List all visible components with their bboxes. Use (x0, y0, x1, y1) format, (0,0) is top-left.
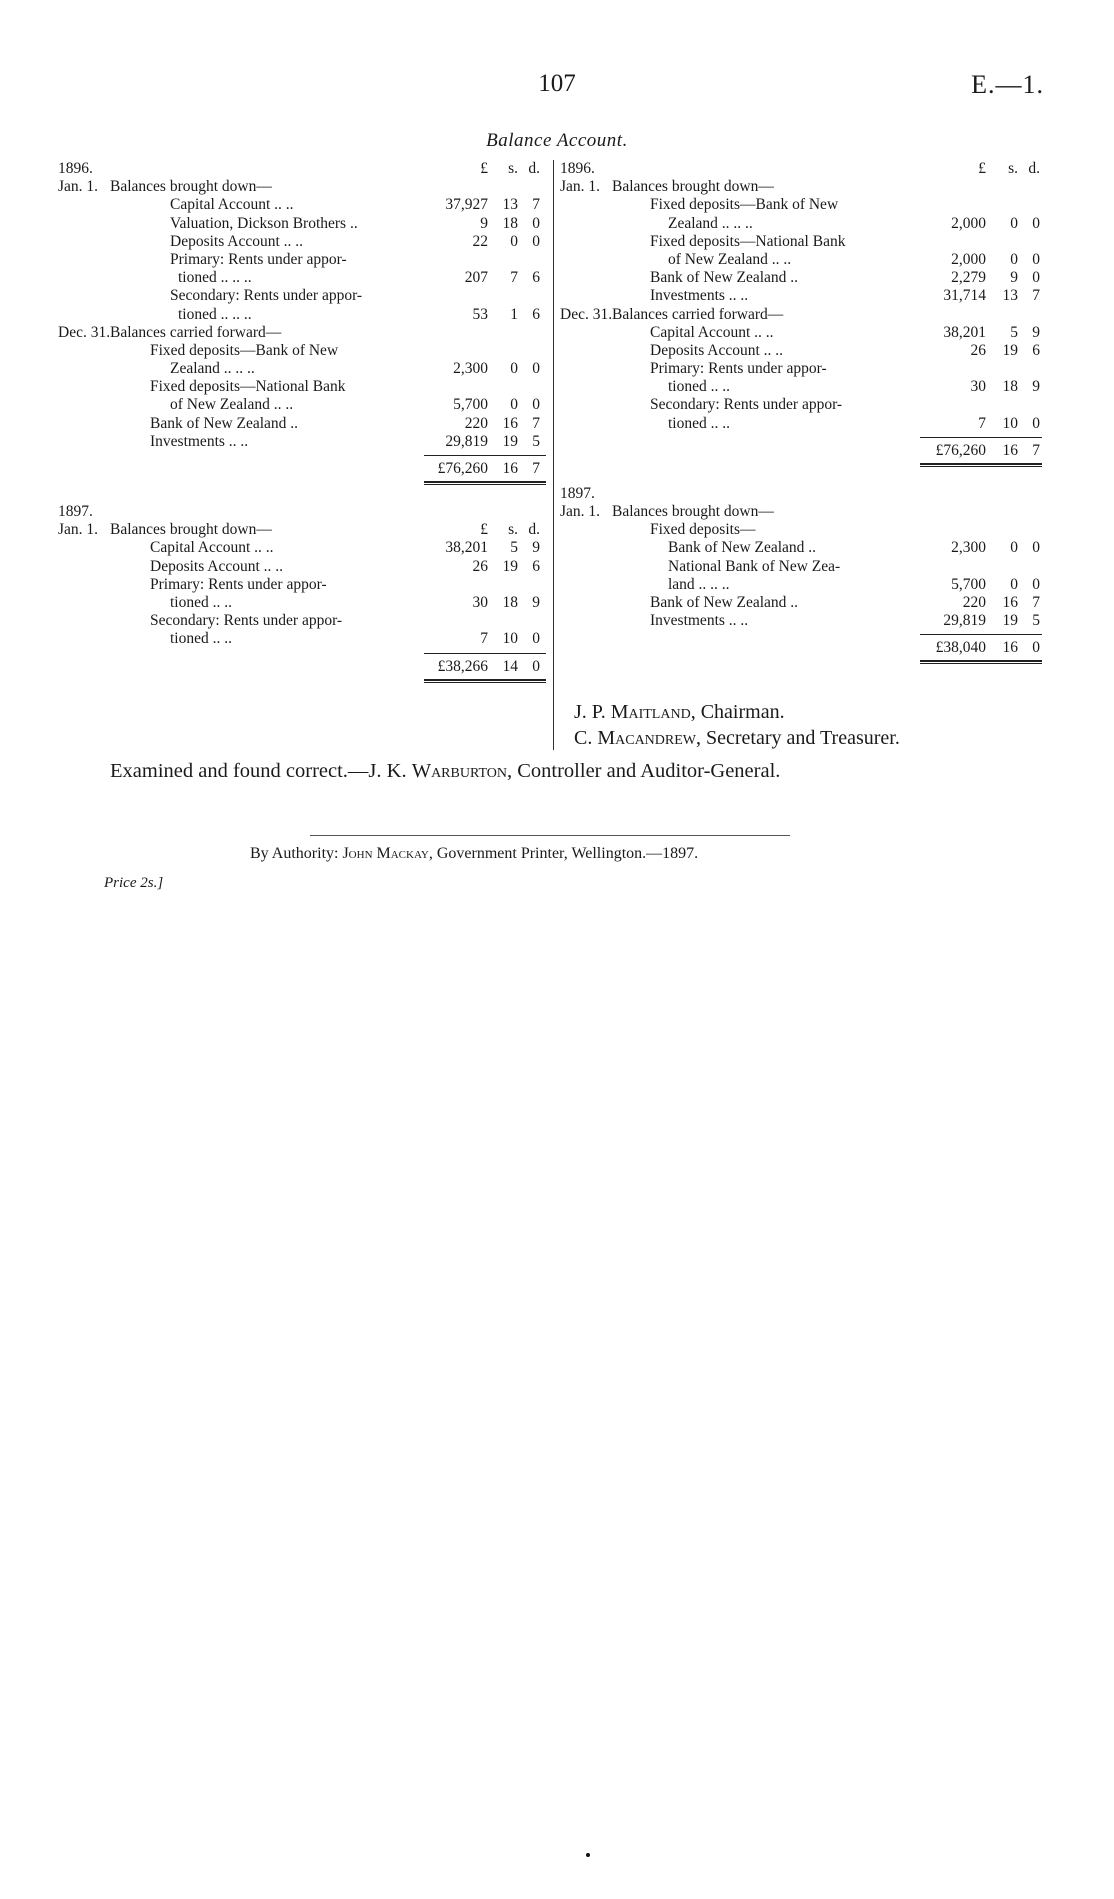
ledger-row (560, 233, 1042, 251)
amount-pence: 7 (1032, 593, 1040, 611)
amount-pence: 0 (1032, 575, 1040, 593)
ledger-row (560, 415, 1042, 433)
account-title: Balance Account. (486, 130, 628, 151)
amount-shillings: s. (508, 521, 518, 539)
ledger-row (560, 576, 1042, 594)
entry-description: Balances carried forward— (612, 305, 784, 323)
amount-pence: 0 (1032, 539, 1040, 557)
amount-pence: 0 (1032, 250, 1040, 268)
entry-description: Balances brought down— (110, 178, 272, 196)
amount-shillings: 1 (510, 305, 518, 323)
ledger-row (560, 396, 1042, 414)
entry-description: Investments .. .. (650, 612, 749, 630)
credit-column (560, 160, 1042, 664)
ledger-row (560, 324, 1042, 342)
entry-date: Jan. 1. (58, 178, 99, 196)
amount-shillings: 19 (502, 557, 518, 575)
secretary-name: Macandrew (597, 727, 697, 749)
amount-pounds: 7 (480, 630, 488, 648)
amount-shillings: 18 (502, 214, 518, 232)
amount-pence: 0 (532, 214, 540, 232)
ledger-row (58, 558, 546, 576)
amount-shillings: 9 (1010, 269, 1018, 287)
entry-date: 1896. (560, 160, 595, 177)
signature-secretary: C. Macandrew, Secretary and Treasurer. (574, 727, 900, 749)
amount-shillings: 0 (1010, 214, 1018, 232)
amount-pounds: 26 (472, 557, 488, 575)
amount-pounds: 5,700 (453, 396, 488, 414)
amount-shillings: 10 (502, 630, 518, 648)
entry-description: National Bank of New Zea- (668, 557, 841, 575)
amount-pence: 9 (1032, 378, 1040, 396)
amount-pounds: 38,201 (943, 323, 986, 341)
amount-pounds: 30 (472, 593, 488, 611)
debit-rows-1896 (58, 160, 546, 451)
printer-imprint: By Authority: John Mackay, Government Printer, Wellington.—1897. (250, 845, 699, 862)
entry-description: Primary: Rents under appor- (150, 575, 327, 593)
amount-pounds: 31,714 (943, 287, 986, 305)
entry-description: tioned .. .. (668, 414, 730, 432)
entry-date: 1897. (58, 503, 93, 520)
ledger-row (58, 630, 546, 648)
debit-total-1896 (58, 451, 546, 485)
amount-shillings: 16 (502, 414, 518, 432)
page-number: 107 (538, 70, 576, 97)
entry-date: 1897. (560, 484, 595, 502)
column-divider (553, 160, 554, 750)
entry-description: Bank of New Zealand .. (650, 269, 799, 287)
amount-shillings: s. (508, 160, 518, 177)
amount-shillings: 7 (510, 269, 518, 287)
subtotal-rule (920, 634, 1042, 635)
ledger-row (560, 287, 1042, 305)
amount-pounds: 53 (472, 305, 488, 323)
total-pounds: £38,266 (437, 657, 488, 675)
imprint-rule (310, 835, 790, 836)
amount-pounds: 9 (480, 214, 488, 232)
amount-pence: 9 (532, 539, 540, 557)
amount-pounds: 38,201 (445, 539, 488, 557)
amount-pounds: 37,927 (445, 196, 488, 214)
amount-pence: 6 (532, 557, 540, 575)
ledger-row (560, 160, 1042, 178)
amount-shillings: 0 (510, 396, 518, 414)
ledger-row (58, 160, 546, 178)
entry-description: Bank of New Zealand .. (150, 414, 299, 432)
amount-pence: 0 (1032, 214, 1040, 232)
entry-description: Fixed deposits—Bank of New (650, 196, 839, 214)
entry-description: Balances brought down— (612, 503, 774, 520)
entry-description: Fixed deposits—National Bank (150, 378, 346, 396)
ledger-row (58, 324, 546, 342)
debit-column (58, 160, 546, 683)
amount-shillings: 13 (502, 196, 518, 214)
amount-pence: d. (528, 160, 540, 177)
entry-description: Primary: Rents under appor- (650, 360, 827, 378)
amount-pounds: 220 (464, 414, 488, 432)
ledger-row (58, 433, 546, 451)
ledger-row (560, 612, 1042, 630)
entry-description: Secondary: Rents under appor- (150, 612, 343, 630)
entry-date: Dec. 31. (58, 323, 111, 341)
ledger-row (560, 360, 1042, 378)
total-double-rule (920, 463, 1042, 467)
credit-total-1897 (560, 630, 1042, 664)
stray-dot (586, 1853, 590, 1857)
amount-pence: 6 (532, 305, 540, 323)
amount-pence: 0 (532, 396, 540, 414)
signature-chairman: J. P. Maitland, Chairman. (574, 701, 785, 723)
ledger-row (560, 594, 1042, 612)
amount-shillings: 0 (1010, 575, 1018, 593)
ledger-row (560, 251, 1042, 269)
ledger-row (560, 539, 1042, 557)
amount-pounds: 30 (970, 378, 986, 396)
amount-pounds: 29,819 (445, 432, 488, 450)
entry-description: Secondary: Rents under appor- (650, 396, 843, 414)
entry-description: tioned .. .. (668, 378, 730, 396)
printer-name: John Mackay (342, 845, 429, 862)
amount-pence: 6 (1032, 341, 1040, 359)
entry-description: tioned .. .. .. (178, 305, 252, 323)
amount-pounds: 2,300 (951, 539, 986, 557)
amount-pounds: 220 (962, 593, 986, 611)
amount-shillings: 18 (1002, 378, 1018, 396)
debit-total-1897 (58, 649, 546, 683)
amount-pence: 0 (532, 630, 540, 648)
amount-pence: 7 (532, 414, 540, 432)
amount-shillings: 0 (1010, 250, 1018, 268)
ledger-row (58, 576, 546, 594)
entry-date: 1896. (58, 160, 93, 177)
entry-date: Jan. 1. (560, 503, 601, 520)
amount-pounds: 5,700 (951, 575, 986, 593)
entry-description: of New Zealand .. .. (668, 250, 792, 268)
entry-description: Deposits Account .. .. (650, 341, 784, 359)
ledger-row (58, 539, 546, 557)
entry-date: Jan. 1. (58, 521, 99, 539)
ledger-row (560, 485, 1042, 503)
ledger-row (560, 558, 1042, 576)
entry-description: Balances carried forward— (110, 323, 282, 341)
debit-rows-1897 (58, 503, 546, 649)
entry-description: Balances brought down— (612, 178, 774, 196)
ledger-row (58, 196, 546, 214)
entry-description: Zealand .. .. .. (170, 360, 255, 378)
amount-pence: 9 (532, 593, 540, 611)
amount-pounds: 22 (472, 232, 488, 250)
amount-pounds: 29,819 (943, 612, 986, 630)
ledger-row (58, 178, 546, 196)
entry-description: tioned .. .. (170, 630, 232, 648)
credit-total-1896 (560, 433, 1042, 467)
ledger-row (560, 342, 1042, 360)
amount-pounds: £ (480, 521, 488, 539)
amount-pence: 7 (532, 196, 540, 214)
amount-pence: 7 (1032, 287, 1040, 305)
amount-pounds: 2,000 (951, 250, 986, 268)
entry-description: Deposits Account .. .. (170, 232, 304, 250)
credit-rows-1896 (560, 160, 1042, 433)
entry-date: Dec. 31. (560, 305, 613, 323)
amount-pounds: 2,000 (951, 214, 986, 232)
total-pence: 7 (532, 460, 540, 477)
ledger-row (560, 521, 1042, 539)
ledger-row (58, 503, 546, 521)
amount-pence: d. (528, 521, 540, 539)
amount-pounds: 2,279 (951, 269, 986, 287)
amount-pence: 0 (1032, 269, 1040, 287)
entry-description: tioned .. .. (170, 593, 232, 611)
ledger-row (58, 360, 546, 378)
total-shillings: 16 (502, 460, 518, 477)
amount-shillings: 18 (502, 593, 518, 611)
auditor-name: Warburton (411, 760, 507, 782)
entry-description: Bank of New Zealand .. (650, 593, 799, 611)
entry-description: Zealand .. .. .. (668, 214, 753, 232)
entry-description: Capital Account .. .. (650, 323, 774, 341)
amount-shillings: 0 (510, 232, 518, 250)
amount-pence: d. (1028, 160, 1040, 177)
total-shillings: 14 (502, 657, 518, 675)
entry-description: Valuation, Dickson Brothers .. (170, 214, 358, 232)
amount-pence: 5 (532, 432, 540, 450)
amount-pounds: 26 (970, 341, 986, 359)
entry-description: Capital Account .. .. (150, 539, 274, 557)
amount-pence: 9 (1032, 323, 1040, 341)
ledger-row (58, 269, 546, 287)
total-double-rule (424, 679, 546, 683)
amount-pounds: 7 (978, 414, 986, 432)
amount-pounds: 2,300 (453, 360, 488, 378)
ledger-row (560, 306, 1042, 324)
entry-description: Fixed deposits— (650, 521, 756, 539)
entry-description: Capital Account .. .. (170, 196, 294, 214)
ledger-row (560, 178, 1042, 196)
auditor-statement: Examined and found correct.—J. K. Warburton, Controller and Auditor-General. (110, 760, 781, 782)
amount-shillings: 19 (1002, 341, 1018, 359)
amount-shillings: 0 (1010, 539, 1018, 557)
entry-description: Secondary: Rents under appor- (170, 287, 363, 305)
amount-shillings: 0 (510, 360, 518, 378)
amount-pounds: 207 (464, 269, 488, 287)
amount-shillings: 16 (1002, 593, 1018, 611)
amount-pence: 0 (1032, 414, 1040, 432)
price-note: Price 2s.] (104, 875, 164, 891)
amount-pence: 0 (532, 232, 540, 250)
amount-shillings: s. (1008, 160, 1018, 177)
entry-description: Bank of New Zealand .. (668, 539, 817, 557)
ledger-row (58, 378, 546, 396)
ledger-row (58, 415, 546, 433)
total-pence: 7 (1032, 441, 1040, 459)
ledger-row (58, 215, 546, 233)
ledger-row (560, 215, 1042, 233)
ledger-row (58, 251, 546, 269)
amount-shillings: 5 (1010, 323, 1018, 341)
total-pounds: £38,040 (935, 639, 986, 657)
ledger-row (58, 306, 546, 324)
credit-rows-1897 (560, 485, 1042, 631)
amount-pounds: £ (978, 160, 986, 177)
amount-pence: 5 (1032, 612, 1040, 630)
entry-description: Fixed deposits—National Bank (650, 232, 846, 250)
ledger-row (58, 233, 546, 251)
ledger-row (560, 378, 1042, 396)
ledger-row (58, 287, 546, 305)
subtotal-rule (920, 437, 1042, 438)
entry-description: Fixed deposits—Bank of New (150, 341, 339, 359)
total-shillings: 16 (1002, 441, 1018, 459)
entry-description: tioned .. .. .. (178, 269, 252, 287)
amount-shillings: 5 (510, 539, 518, 557)
entry-description: Primary: Rents under appor- (170, 250, 347, 268)
amount-shillings: 10 (1002, 414, 1018, 432)
entry-description: Balances brought down— (110, 521, 272, 539)
chairman-name: Maitland (610, 701, 691, 723)
total-pence: 0 (532, 657, 540, 675)
ledger-row (560, 269, 1042, 287)
amount-shillings: 13 (1002, 287, 1018, 305)
ledger-row (560, 196, 1042, 214)
ledger-row (58, 612, 546, 630)
entry-description: Investments .. .. (150, 432, 249, 450)
total-pounds: £76,260 (437, 460, 488, 477)
total-pence: 0 (1032, 639, 1040, 657)
entry-description: Deposits Account .. .. (150, 557, 284, 575)
total-pounds: £76,260 (935, 441, 986, 459)
document-code: E.—1. (971, 70, 1044, 99)
amount-shillings: 19 (1002, 612, 1018, 630)
total-shillings: 16 (1002, 639, 1018, 657)
ledger-row (560, 503, 1042, 521)
subtotal-rule (424, 455, 546, 456)
total-double-rule (424, 481, 546, 485)
ledger-row (58, 396, 546, 414)
amount-pence: 6 (532, 269, 540, 287)
ledger-row (58, 521, 546, 539)
entry-description: land .. .. .. (668, 575, 730, 593)
amount-pounds: £ (480, 160, 488, 177)
ledger-row (58, 594, 546, 612)
total-double-rule (920, 660, 1042, 664)
subtotal-rule (424, 653, 546, 654)
entry-description: of New Zealand .. .. (170, 396, 294, 414)
amount-pence: 0 (532, 360, 540, 378)
entry-date: Jan. 1. (560, 178, 601, 196)
amount-shillings: 19 (502, 432, 518, 450)
ledger-row (58, 342, 546, 360)
entry-description: Investments .. .. (650, 287, 749, 305)
